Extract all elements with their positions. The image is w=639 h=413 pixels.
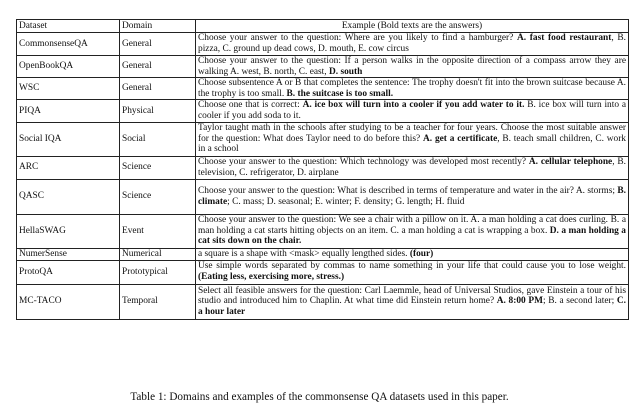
dataset-cell: WSC bbox=[17, 78, 120, 100]
table-body bbox=[17, 33, 629, 320]
example-text: Select all feasible answers for the question: Carl Laemmle, head of Universal Studios, gave Einstein a tour of his studio and introduced him to Chaplin. At what time did Einstein return home? bbox=[198, 285, 626, 307]
table-row bbox=[17, 179, 629, 214]
domain-cell: Science bbox=[120, 156, 196, 179]
header-dataset: Dataset bbox=[17, 20, 120, 33]
example-text: ; B. a second later; bbox=[542, 296, 617, 307]
dataset-cell: MC-TACO bbox=[17, 284, 120, 319]
example-text: Choose your answer to the question: If a person walks in the opposite direction of a compass arrow they are walking A. west, B. north, C. east, bbox=[198, 56, 626, 77]
header-domain: Domain bbox=[120, 20, 196, 33]
example-text: Choose your answer to the question: Which technology was developed most recently? bbox=[198, 156, 529, 167]
answer-text: A. ice box will turn into a cooler if you add water to it. bbox=[302, 100, 525, 111]
table-row bbox=[17, 56, 629, 78]
example-text: ; C. mass; D. seasonal; E. winter; F. density; G. length; H. fluid bbox=[227, 196, 465, 207]
example-cell bbox=[196, 100, 629, 122]
answer-text: B. the suitcase is too small. bbox=[286, 88, 394, 99]
example-text: Choose your answer to the question: We see a chair with a pillow on it. A. a man holding a cat does curling. B. a man holding a cat starts hitting objects on an item. C. a man holding a cat is wrapping a box. bbox=[198, 215, 626, 236]
table-row bbox=[17, 214, 629, 248]
dataset-cell: QASC bbox=[17, 179, 120, 214]
answer-text: D. a man holding a cat sits down on the chair. bbox=[198, 225, 626, 247]
answer-text: C. a hour later bbox=[198, 296, 627, 317]
table-row bbox=[17, 260, 629, 284]
domain-cell: General bbox=[120, 33, 196, 56]
example-cell bbox=[196, 156, 629, 179]
header-example: Example (Bold texts are the answers) bbox=[196, 20, 629, 33]
example-text: , B. pizza, C. ground up dead cows, D. mouth, E. cow circus bbox=[198, 33, 626, 54]
dataset-cell: OpenBookQA bbox=[17, 56, 120, 78]
table-row bbox=[17, 78, 629, 100]
table-row bbox=[17, 284, 629, 319]
example-text: Choose your answer to the question: Where are you likely to find a hamburger? bbox=[198, 33, 517, 44]
example-cell bbox=[196, 214, 629, 248]
domain-cell: Event bbox=[120, 214, 196, 248]
domain-cell: General bbox=[120, 56, 196, 78]
answer-text: A. cellular telephone bbox=[528, 156, 613, 167]
answer-text: (Eating less, exercising more, stress.) bbox=[198, 272, 345, 283]
example-cell bbox=[196, 122, 629, 156]
domain-cell: Prototypical bbox=[120, 260, 196, 284]
table-row bbox=[17, 100, 629, 122]
table-header-row bbox=[17, 20, 629, 33]
answer-text: A. 8:00 PM bbox=[496, 296, 543, 307]
answer-text: A. get a certificate bbox=[423, 133, 498, 144]
example-text: Taylor taught math in the schools after studying to be a teacher for four years. Choose the most suitable answer for the question: What does Taylor need to do before this? bbox=[198, 123, 626, 144]
example-cell bbox=[196, 179, 629, 214]
table-caption: Table 1: Domains and examples of the commonsense QA datasets used in this paper. bbox=[130, 391, 509, 403]
example-text: , B. teach small children, C. work in a school bbox=[198, 133, 626, 155]
example-text: B. ice box will turn into a cooler if you add soda to it. bbox=[198, 100, 626, 121]
example-cell bbox=[196, 284, 629, 319]
example-text: Use simple words separated by commas to name something in your life that could cause you to lose weight. bbox=[198, 261, 626, 272]
table-row bbox=[17, 122, 629, 156]
domain-cell: Temporal bbox=[120, 284, 196, 319]
answer-text: (four) bbox=[409, 248, 434, 259]
example-text: Choose your answer to the question: What is described in terms of temperature and water in the air? A. storms; bbox=[198, 185, 618, 196]
answer-text: B. climate bbox=[198, 185, 626, 207]
example-text: Choose subsentence A or B that completes the sentence: The trophy doesn't fit into the brown suitcase because A. the trophy is too small. bbox=[198, 78, 626, 99]
dataset-cell: PIQA bbox=[17, 100, 120, 122]
datasets-table bbox=[16, 19, 629, 320]
example-cell bbox=[196, 248, 629, 260]
table-row bbox=[17, 248, 629, 260]
domain-cell: Science bbox=[120, 179, 196, 214]
answer-text: D. south bbox=[328, 66, 363, 77]
dataset-cell: ARC bbox=[17, 156, 120, 179]
example-cell bbox=[196, 78, 629, 100]
domain-cell: Social bbox=[120, 122, 196, 156]
table-row bbox=[17, 156, 629, 179]
dataset-cell: ProtoQA bbox=[17, 260, 120, 284]
example-cell bbox=[196, 56, 629, 78]
example-text: a square is a shape with <mask> equally lengthed sides. bbox=[198, 248, 410, 259]
dataset-cell: HellaSWAG bbox=[17, 214, 120, 248]
table-row bbox=[17, 33, 629, 56]
domain-cell: General bbox=[120, 78, 196, 100]
answer-text: A. fast food restaurant bbox=[517, 33, 612, 44]
example-text: Choose one that is correct: bbox=[198, 100, 303, 111]
domain-cell: Physical bbox=[120, 100, 196, 122]
example-cell bbox=[196, 260, 629, 284]
dataset-cell: NumerSense bbox=[17, 248, 120, 260]
dataset-cell: Social IQA bbox=[17, 122, 120, 156]
example-cell bbox=[196, 33, 629, 56]
example-text: , B. television, C. refrigerator, D. airplane bbox=[198, 156, 626, 178]
domain-cell: Numerical bbox=[120, 248, 196, 260]
dataset-cell: CommonsenseQA bbox=[17, 33, 120, 56]
